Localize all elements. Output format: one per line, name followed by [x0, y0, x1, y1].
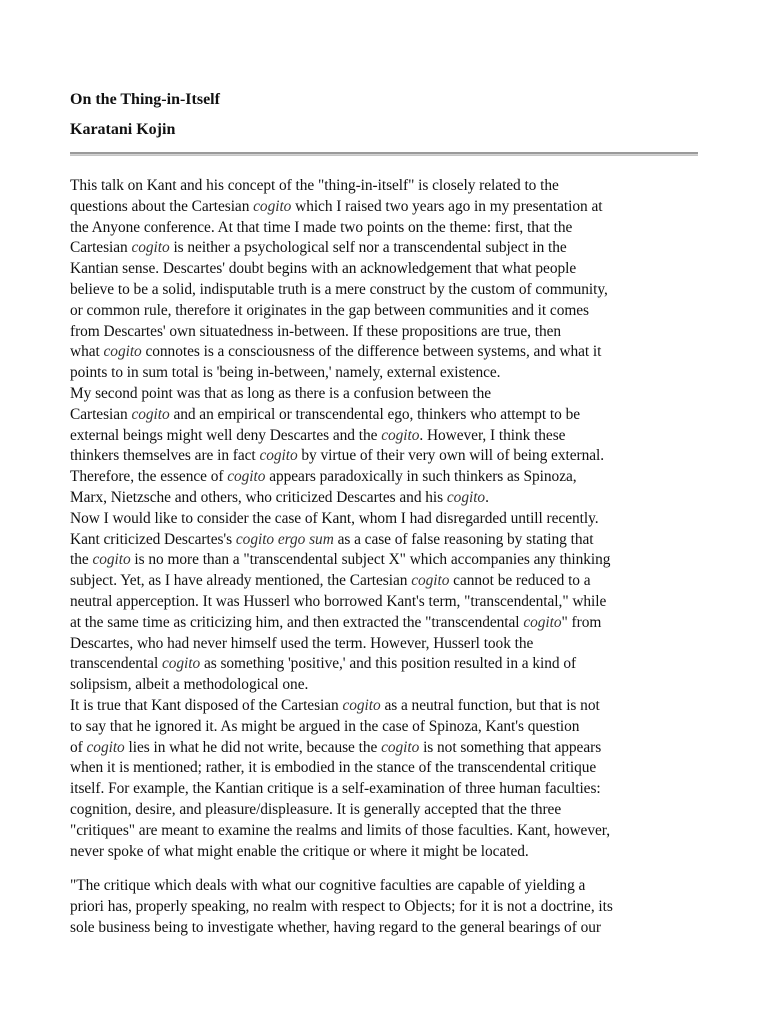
- text-line: [70, 343, 601, 360]
- text-run: solipsism, albeit a methodological one.: [70, 676, 309, 694]
- text-run: lies in what he did not write, because the: [124, 738, 382, 756]
- italic-term: cogito: [227, 468, 266, 486]
- text-run: or common rule, therefore it originates in the gap between communities and it comes: [70, 301, 589, 319]
- text-run: My second point was that as long as there is a confusion between the: [70, 384, 492, 402]
- text-line: [70, 898, 613, 915]
- text-run: when it is mentioned; rather, it is embodied in the stance of the transcendental critique: [70, 759, 597, 777]
- text-line: [70, 801, 561, 818]
- text-run: from Descartes' own situatedness in-between. If these propositions are true, then: [70, 322, 562, 340]
- text-run: Marx, Nietzsche and others, who criticized Descartes and his: [70, 488, 447, 506]
- text-run: Kant criticized Descartes's: [70, 530, 236, 548]
- text-run: the: [70, 551, 93, 569]
- text-line: [70, 489, 489, 506]
- text-run: questions about the Cartesian: [70, 197, 254, 215]
- text-line: [70, 822, 610, 839]
- text-run: thinkers themselves are in fact: [70, 447, 260, 465]
- text-line: [70, 198, 602, 215]
- text-run: the Anyone conference. At that time I made two points on the theme: first, that the: [70, 218, 573, 236]
- text-run: as a neutral function, but that is not: [380, 696, 600, 714]
- text-run: of: [70, 738, 87, 756]
- text-line: [70, 655, 576, 672]
- text-line: [70, 302, 589, 319]
- text-line: [70, 323, 561, 340]
- text-run: neutral apperception. It was Husserl who borrowed Kant's term, "transcendental," while: [70, 592, 607, 610]
- italic-term: cogito: [161, 655, 201, 673]
- italic-term: cogito: [381, 426, 420, 444]
- text-run: points to in sum total is 'being in-between,' namely, external existence.: [70, 364, 501, 382]
- text-line: [70, 877, 585, 894]
- text-run: is neither a psychological self nor a transcendental subject in the: [169, 239, 567, 257]
- text-run: It is true that Kant disposed of the Cartesian: [70, 696, 343, 714]
- text-run: appears paradoxically in such thinkers as Spinoza,: [265, 468, 577, 486]
- text-run: Descartes, who had never himself used the term. However, Husserl took the: [70, 634, 534, 652]
- text-run: as a case of false reasoning by stating that: [333, 530, 594, 548]
- text-line: [70, 759, 596, 776]
- italic-term: cogito ergo sum: [235, 530, 334, 548]
- paragraph: [70, 509, 700, 696]
- document-title: On the Thing-in-Itself: [70, 91, 220, 108]
- text-line: [70, 406, 580, 423]
- text-run: Therefore, the essence of: [70, 468, 228, 486]
- text-line: [70, 572, 591, 589]
- text-line: [70, 219, 572, 236]
- text-line: [70, 697, 600, 714]
- text-line: [70, 260, 576, 277]
- text-line: [70, 843, 529, 860]
- text-line: [70, 281, 608, 298]
- italic-term: cogito: [342, 696, 381, 714]
- text-line: [70, 614, 601, 631]
- text-line: [70, 468, 577, 485]
- text-run: as something 'positive,' and this position resulted in a kind of: [200, 655, 577, 673]
- text-line: [70, 239, 567, 256]
- italic-term: cogito: [411, 572, 450, 590]
- text-run: at the same time as criticizing him, and then extracted the "transcendental: [70, 613, 524, 631]
- text-line: [70, 676, 308, 693]
- document-body: [70, 176, 700, 939]
- text-run: transcendental: [70, 655, 162, 673]
- text-run: to say that he ignored it. As might be argued in the case of Spinoza, Kant's question: [70, 717, 580, 735]
- text-line: [70, 385, 491, 402]
- text-run: never spoke of what might enable the critique or where it might be located.: [70, 842, 529, 860]
- text-run: which I raised two years ago in my presentation at: [291, 197, 603, 215]
- text-run: " from: [561, 613, 602, 631]
- text-run: Now I would like to consider the case of Kant, whom I had disregarded untill recently.: [70, 509, 599, 527]
- italic-term: cogito: [381, 738, 420, 756]
- text-run: sole business being to investigate whether, having regard to the general bearings of our: [70, 918, 601, 936]
- text-run: Cartesian: [70, 239, 132, 257]
- text-line: [70, 635, 533, 652]
- text-line: [70, 177, 559, 194]
- text-line: [70, 593, 606, 610]
- italic-term: cogito: [103, 343, 142, 361]
- text-run: subject. Yet, as I have already mentioned, the Cartesian: [70, 572, 412, 590]
- paragraph: [70, 384, 700, 509]
- text-run: is not something that appears: [419, 738, 602, 756]
- text-line: [70, 739, 601, 756]
- italic-term: cogito: [92, 551, 131, 569]
- text-run: itself. For example, the Kantian critique is a self-examination of three human faculties:: [70, 780, 601, 798]
- document-page: [70, 88, 700, 936]
- text-line: [70, 510, 599, 527]
- italic-term: cogito: [259, 447, 298, 465]
- text-run: external beings might well deny Descartes and the: [70, 426, 382, 444]
- italic-term: cogito: [131, 405, 170, 423]
- italic-term: cogito: [253, 197, 292, 215]
- text-line: [70, 427, 565, 444]
- text-run: Kantian sense. Descartes' doubt begins with an acknowledgement that what people: [70, 260, 577, 278]
- text-run: "critiques" are meant to examine the realms and limits of those faculties. Kant, however,: [70, 821, 611, 839]
- text-run: is no more than a "transcendental subject X" which accompanies any thinking: [130, 551, 611, 569]
- text-run: . However, I think these: [419, 426, 566, 444]
- paragraph: [70, 176, 700, 384]
- text-run: cognition, desire, and pleasure/displeasure. It is generally accepted that the three: [70, 800, 562, 818]
- paragraph: [70, 696, 700, 862]
- text-line: [70, 531, 594, 548]
- horizontal-rule: [70, 152, 698, 155]
- italic-term: cogito: [523, 613, 562, 631]
- text-run: by virtue of their very own will of being external.: [297, 447, 605, 465]
- text-line: [70, 551, 610, 568]
- text-run: This talk on Kant and his concept of the "thing-in-itself" is closely related to the: [70, 177, 559, 194]
- text-run: believe to be a solid, indisputable truth is a mere construct by the custom of community,: [70, 280, 608, 298]
- italic-term: cogito: [131, 239, 170, 257]
- text-run: Cartesian: [70, 405, 132, 423]
- italic-term: cogito: [446, 488, 486, 506]
- paragraph: [70, 876, 700, 938]
- text-line: [70, 718, 579, 735]
- text-line: [70, 364, 500, 381]
- text-line: [70, 447, 604, 464]
- text-run: what: [70, 343, 104, 361]
- document-author: Karatani Kojin: [70, 121, 176, 138]
- text-run: priori has, properly speaking, no realm with respect to Objects; for it is not a doctrine, its: [70, 898, 613, 916]
- text-line: [70, 780, 601, 797]
- text-line: [70, 919, 601, 936]
- text-run: connotes is a consciousness of the difference between systems, and what it: [141, 343, 602, 361]
- text-run: cannot be reduced to a: [449, 572, 591, 590]
- italic-term: cogito: [86, 738, 125, 756]
- text-run: .: [485, 488, 489, 506]
- text-run: "The critique which deals with what our cognitive faculties are capable of yielding a: [70, 877, 586, 895]
- text-run: and an empirical or transcendental ego, thinkers who attempt to be: [169, 405, 580, 423]
